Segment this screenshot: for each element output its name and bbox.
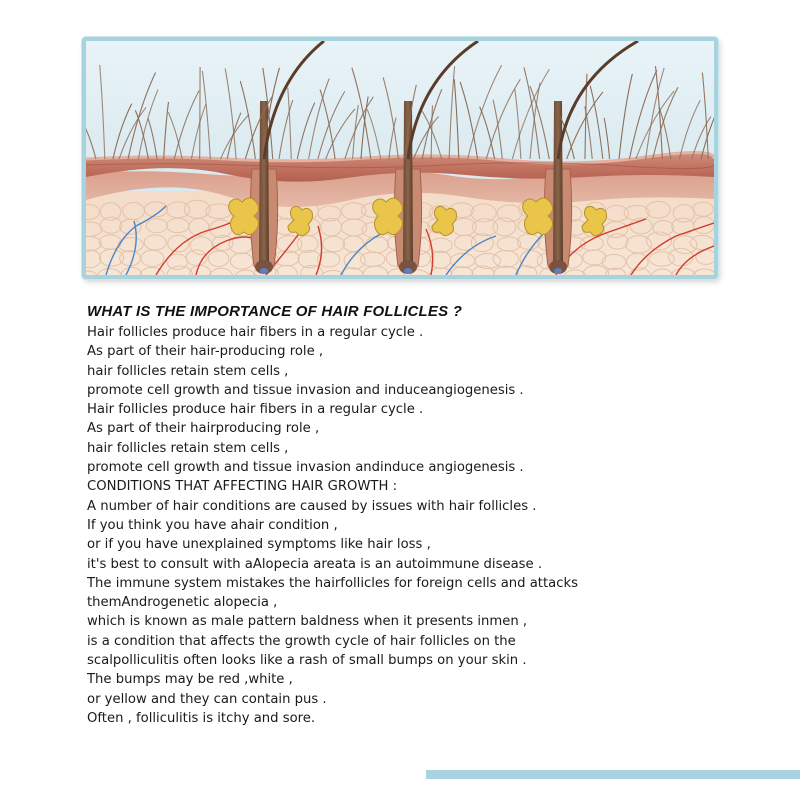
skin-cross-section-graphic bbox=[86, 41, 714, 275]
body-line: hair follicles retain stem cells , bbox=[87, 363, 289, 379]
body-line: As part of their hairproducing role , bbox=[87, 421, 320, 437]
body-line: scalpolliculitis often looks like a rash of small bumps on your skin . bbox=[87, 653, 527, 669]
body-line: Often , folliculitis is itchy and sore. bbox=[87, 710, 316, 726]
body-line: or yellow and they can contain pus . bbox=[87, 691, 327, 707]
body-line: or if you have unexplained symptoms like hair loss , bbox=[87, 537, 431, 553]
body-line: A number of hair conditions are caused by issues with hair follicles . bbox=[87, 498, 537, 514]
body-line: The immune system mistakes the hairfollicles for foreign cells and attacks bbox=[87, 575, 578, 591]
body-line: hair follicles retain stem cells , bbox=[87, 440, 289, 456]
article bbox=[87, 303, 767, 728]
body-line: promote cell growth and tissue invasion andinduce angiogenesis . bbox=[87, 460, 524, 476]
article-body bbox=[87, 323, 767, 728]
body-line: themAndrogenetic alopecia , bbox=[87, 595, 278, 611]
body-line: If you think you have ahair condition , bbox=[87, 517, 338, 533]
footer-accent-bar bbox=[426, 770, 800, 779]
body-line: Hair follicles produce hair fibers in a regular cycle . bbox=[87, 325, 424, 340]
body-line: CONDITIONS THAT AFFECTING HAIR GROWTH : bbox=[87, 479, 398, 495]
body-line: it's best to consult with aAlopecia areata is an autoimmune disease . bbox=[87, 556, 543, 572]
body-line: which is known as male pattern baldness when it presents inmen , bbox=[87, 614, 528, 630]
body-line: As part of their hair-producing role , bbox=[87, 344, 324, 360]
hair-follicle-illustration bbox=[82, 37, 718, 279]
body-line: Hair follicles produce hair fibers in a regular cycle . bbox=[87, 402, 424, 418]
body-line: The bumps may be red ,white , bbox=[87, 672, 293, 688]
body-line: promote cell growth and tissue invasion and induceangiogenesis . bbox=[87, 382, 524, 398]
body-line: is a condition that affects the growth cycle of hair follicles on the bbox=[87, 633, 516, 649]
article-heading: WHAT IS THE IMPORTANCE OF HAIR FOLLICLES ? bbox=[87, 303, 463, 320]
